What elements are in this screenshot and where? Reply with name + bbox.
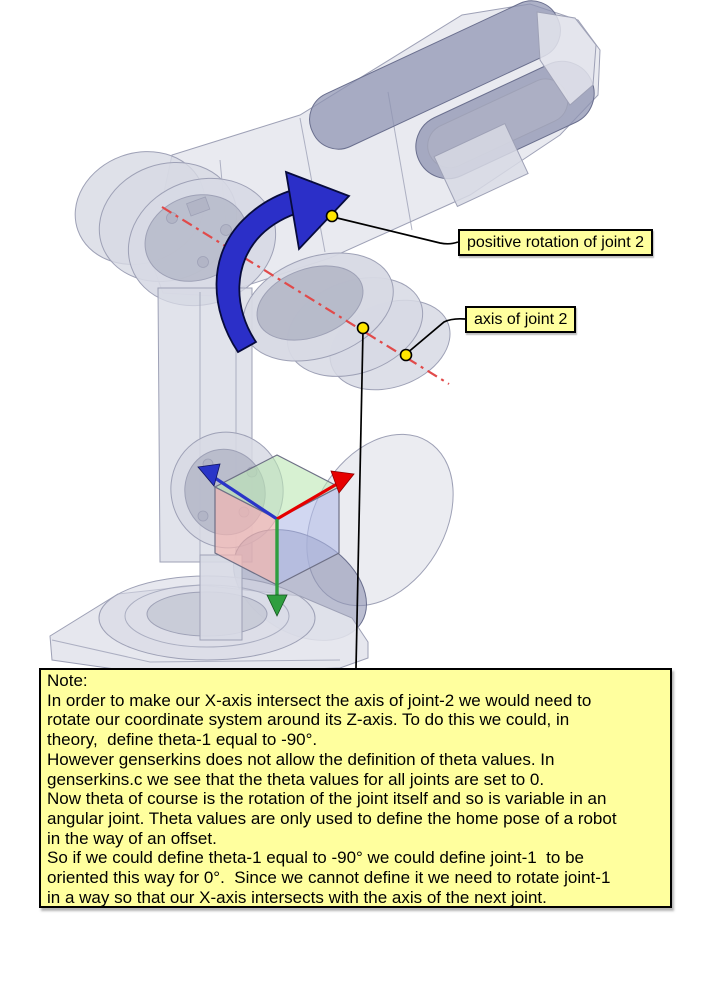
note-line: in a way so that our X-axis intersects with the axis of the next joint. [47,887,547,907]
callout-axis-of-joint2-label: axis of joint 2 [474,311,568,328]
note-line: So if we could define theta-1 equal to -90° we could define joint-1 to be [47,848,584,868]
note-line: theory, define theta-1 equal to -90°. [47,730,318,750]
note-line: Now theta of course is the rotation of the joint itself and so is variable in an [47,789,607,809]
marker-dot-rotation [327,211,338,222]
note-line: However genserkins does not allow the definition of theta values. In [47,749,555,769]
note-line: in the way of an offset. [47,828,217,848]
note-line: rotate our coordinate system around its Z-axis. To do this we could, in [47,710,570,730]
marker-dot-axis-near [358,323,369,334]
note-box [39,668,672,908]
callout-positive-rotation [458,229,653,256]
marker-dot-axis-far [401,350,412,361]
callout-axis-of-joint2 [465,306,576,333]
note-line: In order to make our X-axis intersect the axis of joint-2 we would need to [47,690,592,710]
note-line: genserkins.c we see that the theta values for all joints are set to 0. [47,769,545,789]
base-riser [200,555,242,640]
callout-positive-rotation-label: positive rotation of joint 2 [467,234,644,251]
note-line: oriented this way for 0°. Since we cannot define it we need to rotate joint-1 [47,868,611,888]
note-title: Note: [47,671,88,690]
note-line: angular joint. Theta values are only used to define the home pose of a robot [47,808,617,828]
